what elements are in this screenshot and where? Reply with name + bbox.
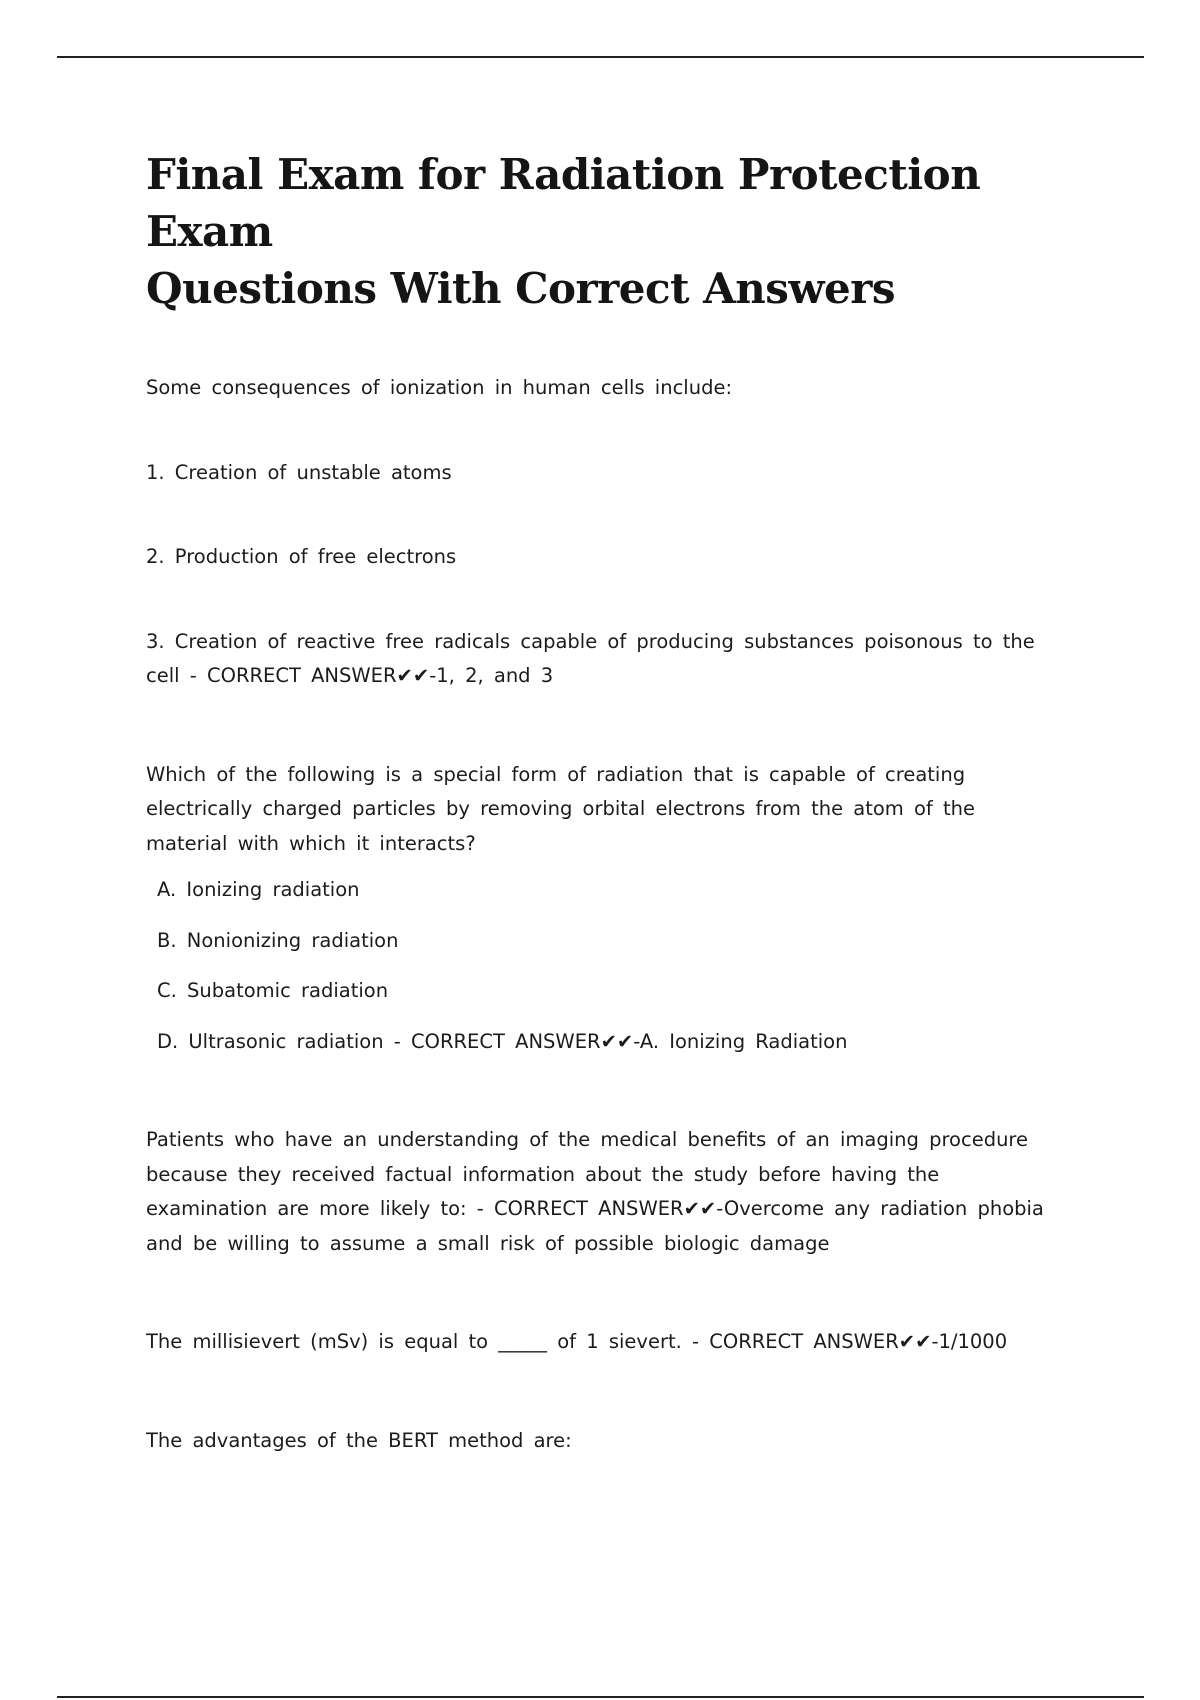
top-rule	[57, 56, 1144, 58]
q3-line-1: Patients who have an understanding of the medical benefits of an imaging procedure	[146, 1128, 1029, 1151]
q3-line-3: examination are more likely to: - CORRECT ANSWER✔✔-Overcome any radiation phobia	[146, 1197, 1044, 1220]
q2-option-b: B. Nonionizing radiation	[157, 928, 399, 952]
q1-item-2: 2. Production of free electrons	[146, 545, 457, 568]
q5-question: The advantages of the BERT method are:	[146, 1428, 572, 1452]
bottom-rule	[57, 1696, 1144, 1698]
q2-line-2: electrically charged particles by removing orbital electrons from the atom of the	[146, 797, 975, 820]
document-body	[146, 146, 1076, 1458]
q3-question	[146, 1123, 1076, 1261]
q2-options	[146, 873, 1076, 1059]
q1-item-3-line-1: 3. Creation of reactive free radicals capable of producing substances poisonous to the	[146, 629, 1035, 653]
q2-option-c: C. Subatomic radiation	[157, 979, 389, 1002]
q3-line-4: and be willing to assume a small risk of possible biologic damage	[146, 1231, 830, 1255]
q4-question: The millisievert (mSv) is equal to _____ of 1 sievert. - CORRECT ANSWER✔✔-1/1000	[146, 1330, 1008, 1353]
q2-question	[146, 758, 1076, 862]
q2-line-3: material with which it interacts?	[146, 831, 476, 855]
q3-line-2: because they received factual information about the study before having the	[146, 1162, 940, 1186]
q1-intro: Some consequences of ionization in human cells include:	[146, 376, 733, 399]
q2-line-1: Which of the following is a special form of radiation that is capable of creating	[146, 762, 966, 786]
title-line-1: Final Exam for Radiation Protection Exam	[146, 150, 981, 256]
q2-option-d: D. Ultrasonic radiation - CORRECT ANSWER✔✔-A. Ionizing Radiation	[157, 1029, 848, 1053]
q1-item-3-line-2: cell - CORRECT ANSWER✔✔-1, 2, and 3	[146, 664, 554, 687]
q1-item-3	[146, 625, 1076, 694]
q1-item-1: 1. Creation of unstable atoms	[146, 460, 452, 484]
title-line-2: Questions With Correct Answers	[146, 264, 896, 313]
document-title	[146, 146, 1076, 317]
q2-option-a: A. Ionizing radiation	[157, 878, 360, 901]
